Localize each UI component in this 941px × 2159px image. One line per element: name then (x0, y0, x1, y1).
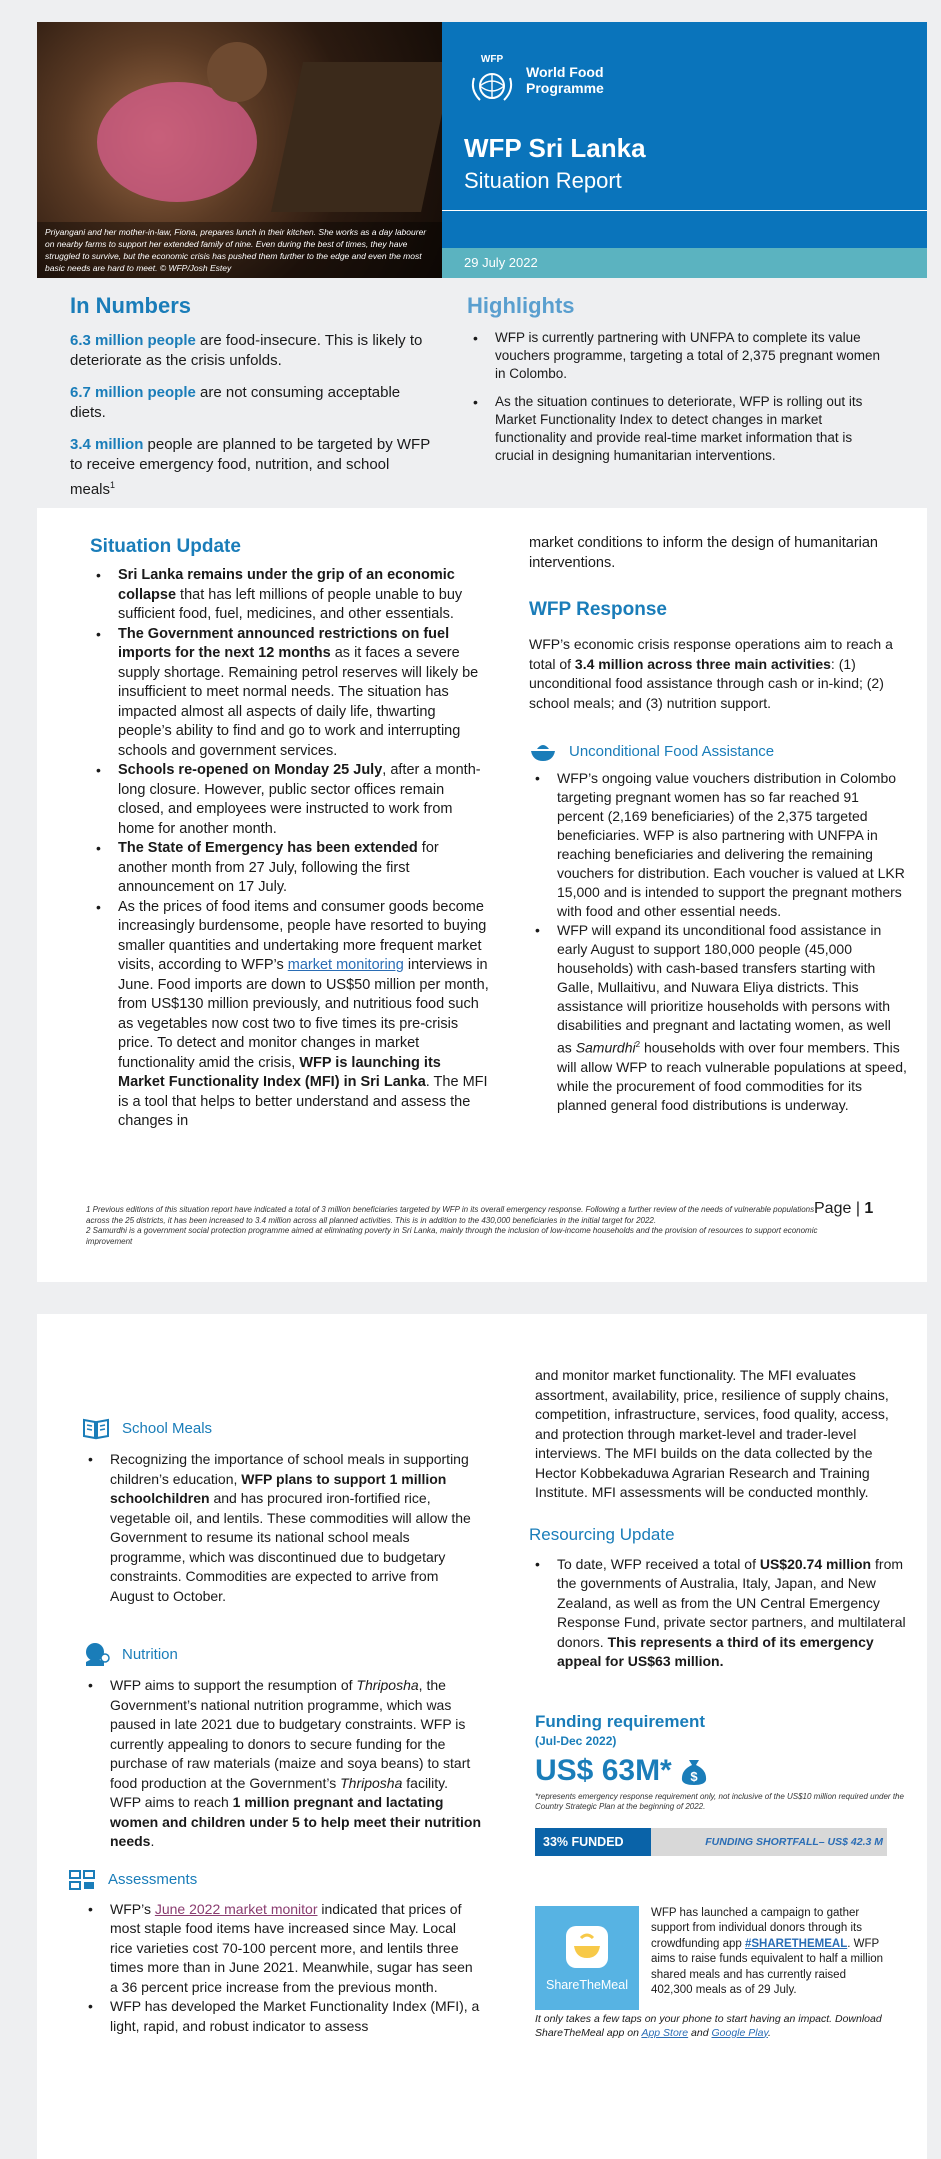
right-column-p1 (529, 534, 909, 1115)
sharethemeal-footer: It only takes a few taps on your phone to start having an impact. Download ShareTheMeal app on App Store and Google Play. (535, 2012, 882, 2039)
in-numbers-heading: In Numbers (70, 293, 192, 318)
header-photo (37, 22, 442, 278)
response-heading: WFP Response (529, 599, 667, 620)
stat-food-insecure: 6.3 million people are food-insecure. This is likely to deteriorate as the crisis unfolds. (70, 332, 423, 369)
title-panel (442, 22, 927, 278)
funding-title: Funding requirement (535, 1711, 705, 1731)
logo-line-2: Programme (526, 80, 604, 96)
food-bowl-icon (529, 739, 557, 763)
highlights-heading: Highlights (467, 293, 575, 318)
logo-abbrev: WFP (480, 54, 504, 65)
market-monitoring-link[interactable]: market monitoring (287, 957, 404, 973)
svg-text:$: $ (690, 1768, 698, 1784)
assessment-icon (68, 1868, 96, 1892)
nutrition-icon (82, 1642, 110, 1666)
funding-box (535, 1712, 913, 2040)
google-play-link[interactable]: Google Play (711, 2026, 768, 2039)
market-monitor-link[interactable]: June 2022 market monitor (154, 1900, 318, 1917)
sharethemeal-logo: ShareTheMeal (535, 1906, 639, 2010)
title-divider (442, 210, 927, 211)
situation-item: • The Government announced restrictions on fuel imports for the next 12 months as it faces a severe supply shortage. Remaining petrol reserves will likely be insufficient to meet normal needs. The situation has impacted almost all aspects of daily life, thwarting people’s ability to find and go to work and interrupting schools and government services. (90, 625, 490, 762)
highlights-section (467, 293, 887, 465)
funding-note: *represents emergency response requirement only, not inclusive of the US$10 million required under the Country Strategic Plan at the beginning of 2022. (535, 1791, 904, 1811)
footnote-1: 1 Previous editions of this situation report have indicated a total of 3 million beneficiaries targeted by WFP in its overall emergency response. Following a further review of the needs of vulnerable populations across the 25 districts, it has been increased to 3.4 million across all planned activities. This is in addition to the 430,000 beneficiaries in the initial target for 2022. (86, 1205, 815, 1225)
wfp-emblem-icon (462, 50, 522, 110)
report-subtitle: Situation Report (464, 168, 622, 193)
ufa-heading: Unconditional Food Assistance (529, 739, 909, 763)
sharethemeal-icon (564, 1924, 610, 1970)
page-number: Page | 1 (814, 1200, 874, 1217)
right-column-p2 (529, 1366, 913, 2040)
highlight-item: • As the situation continues to deteriorate, WFP is rolling out its Market Functionality Index to detect changes in market functionality and provide real-time market information that is crucial in designing humanitarian interventions. (467, 393, 887, 465)
sharethemeal-box (535, 1906, 913, 2010)
sharethemeal-text: WFP has launched a campaign to gather support from individual donors through its crowdfunding app #SHARETHEMEAL. WFP aims to raise funds equivalent to half a million shared meals and has currently raised 402,300 meals as of 29 July. (651, 1906, 884, 1996)
report-date: 29 July 2022 (464, 255, 538, 270)
ufa-item: • WFP’s ongoing value vouchers distribution in Colombo targeting pregnant women has so far reached 91 percent (2,169 beneficiaries) of the 2,375 targeted beneficiaries. WFP is also partnering with UNFPA in reaching beneficiaries and delivering the remaining vouchers for distribution. Each voucher is valued at LKR 15,000 and is intended to support the pregnant mothers with food and other essential needs. (529, 769, 909, 921)
app-store-link[interactable]: App Store (641, 2026, 689, 2039)
situation-heading: Situation Update (90, 536, 241, 557)
school-meals-heading: School Meals (82, 1416, 482, 1440)
situation-item: • As the prices of food items and consumer goods become increasingly burdensome, people have resorted to buying smaller quantities and undertaking more frequent market visits, according to WFP’s market monitoring interviews in June. Food imports are down to US$50 million per month, from US$130 million previously, and nutritious food such as vegetables now cost two to five times its pre-crisis price. To detect and monitor changes in market functionality amid the crisis, WFP is launching its Market Functionality Index (MFI) in Sri Lanka. The MFI is a tool that helps to better understand and assess the changes in (90, 898, 490, 1132)
funded-portion: 33% FUNDED (535, 1828, 651, 1856)
report-header (37, 22, 927, 278)
photo-caption: Priyangani and her mother-in-law, Fiona, prepares lunch in their kitchen. She works as a day labourer on nearby farms to support her extended family of nine. Even during the best of times, they have struggled to survive, but the economic crisis has pushed them further to the edge and even the most basic needs are hard to meet. © WFP/Josh Estey (37, 222, 442, 278)
situation-continued: market conditions to inform the design of humanitarian interventions. (529, 535, 878, 571)
assessment-item: • WFP’s June 2022 market monitor indicated that prices of most staple food items have increased since May. Local rice varieties cost 70-100 percent more, and lentils three times more than in June 2021. Meanwhile, sugar has seen a 36 percent price increase from the previous month. (82, 1900, 482, 1998)
assessments-heading: Assessments (68, 1868, 482, 1892)
ufa-item: • WFP will expand its unconditional food assistance in early August to support 180,000 people (45,000 households) with cash-based transfers starting with Galle, Mullaitivu, and Nuwara Eliya districts. This assistance will prioritize households with persons with disabilities and pregnant and lactating women, as well as Samurdhi$^2$ households with over four members. This will allow WFP to reach vulnerable populations at speed, while the procurement of food commodities for its planned general food distributions is underway. (529, 921, 909, 1115)
situation-item: • Sri Lanka remains under the grip of an economic collapse that has left millions of people unable to buy sufficient food, fuel, medicines, and other essentials. (90, 566, 490, 625)
nutrition-heading: Nutrition (82, 1642, 482, 1666)
mfi-continued: and monitor market functionality. The MFI evaluates assortment, availability, price, resilience of supply chains, competition, infrastructure, services, food quality, access, and protection through market-level and trader-level interviews. The MFI builds on the data collected by the Hector Kobbekaduwa Agrarian Research and Training Institute. MFI assessments will be conducted monthly. (535, 1367, 889, 1500)
situation-item: • The State of Emergency has been extended for another month from 27 July, following the first announcement on 17 July. (90, 839, 490, 898)
money-bag-icon (680, 1756, 708, 1786)
report-title: WFP Sri Lanka (464, 133, 646, 163)
logo-line-1: World Food (526, 64, 604, 80)
resourcing-item: • To date, WFP received a total of US$20.74 million from the governments of Australia, Italy, Japan, and New Zealand, as well as from the UN Central Emergency Response Fund, private sector partners, and multilateral donors. This represents a third of its emergency appeal for US$63 million. (529, 1555, 913, 1672)
funding-period: (Jul-Dec 2022) (535, 1733, 617, 1748)
in-numbers-section (70, 293, 430, 500)
summary-panel (37, 278, 927, 508)
funding-progress-bar (535, 1828, 887, 1856)
resourcing-heading: Resourcing Update (529, 1524, 675, 1544)
footnotes (86, 1205, 826, 1247)
stat-unacceptable-diets: 6.7 million people are not consuming acceptable diets. (70, 384, 401, 421)
left-column-p2 (82, 1416, 482, 2036)
nutrition-item: • WFP aims to support the resumption of Thriposha, the Government’s national nutrition programme, which was paused in late 2021 due to budgetary constraints. WFP is currently appealing to donors to secure funding for the purchase of raw materials (maize and soya beans) to start food production at the Government’s Thriposha facility. WFP aims to reach 1 million pregnant and lactating women and children under 5 to help meet their nutrition needs. (82, 1676, 482, 1852)
situation-item: • Schools re-opened on Monday 25 July, after a month-long closure. However, public sector offices remain closed, and employees were instructed to work from home for another month. (90, 761, 490, 839)
sharethemeal-hashtag[interactable]: #SHARETHEMEAL (744, 1937, 848, 1950)
book-icon (82, 1416, 110, 1440)
footnote-2: 2 Samurdhi is a government social protection programme aimed at eliminating poverty in Sri Lanka, mainly through the inclusion of low-income households and the provision of resources to support economic improvement (86, 1226, 818, 1246)
page-1 (37, 22, 927, 1282)
situation-update-section (90, 536, 490, 1132)
assessment-item: • WFP has developed the Market Functionality Index (MFI), a light, rapid, and robust indicator to assess (82, 1997, 482, 2036)
page-2 (37, 1314, 927, 2159)
shortfall-portion: FUNDING SHORTFALL– US$ 42.3 M (651, 1828, 887, 1856)
stat-targeted: 3.4 million people are planned to be targeted by WFP to receive emergency food, nutrition, and school meals$^1$ (70, 436, 430, 498)
response-intro: WFP’s economic crisis response operations aim to reach a total of 3.4 million across three main activities: (1) unconditional food assistance through cash or in-kind; (2) school meals; and (3) nutrition support. (529, 636, 893, 711)
highlight-item: • WFP is currently partnering with UNFPA to complete its value vouchers programme, targeting a total of 2,375 pregnant women in Colombo. (467, 329, 887, 383)
school-meals-item: • Recognizing the importance of school meals in supporting children’s education, WFP plans to support 1 million schoolchildren and has procured iron-fortified rice, vegetable oil, and lentils. These commodities will allow the Government to resume its national school meals programme, which was discontinued due to budgetary constraints. Commodities are expected to arrive from August to October. (82, 1450, 482, 1606)
wfp-logo (462, 50, 604, 110)
funding-amount: US$ 63M* $ (535, 1754, 913, 1788)
